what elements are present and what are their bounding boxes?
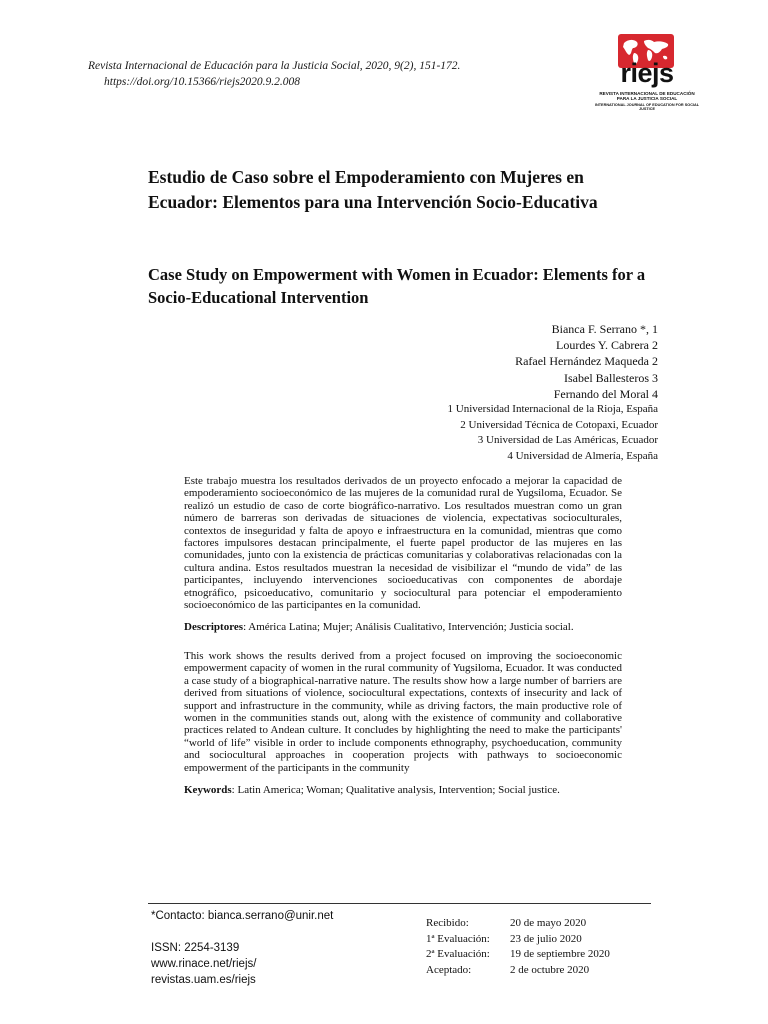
journal-citation	[88, 58, 548, 90]
descriptors-line	[184, 621, 622, 633]
date-value: 19 de septiembre 2020	[510, 948, 610, 961]
affiliation: 3 Universidad de Las Américas, Ecuador	[477, 434, 658, 447]
descriptors-label: Descriptores	[184, 621, 244, 634]
logo-subtitle	[588, 91, 706, 102]
date-row	[426, 947, 610, 963]
logo-subtitle-line: REVISTA INTERNACIONAL DE EDUCACIÓN	[599, 91, 695, 96]
date-label: Recibido:	[426, 917, 469, 929]
paper-title-english: Case Study on Empowerment with Women in Ecuador: Elements for a Socio-Educational Intervention	[148, 265, 646, 307]
logo-subtitle-line: PARA LA JUSTICIA SOCIAL	[616, 96, 678, 102]
affiliation: 1 Universidad Internacional de la Rioja, España	[447, 403, 658, 415]
citation-text: Revista Internacional de Educación para la Justicia Social, 2020, 9(2), 151-172.	[88, 60, 461, 72]
abstract-spanish: Este trabajo muestra los resultados derivados de un proyecto enfocado a mejorar la capacidad de empoderamiento socioeconómico de las mujeres de la comunidad rural de Yugsiloma, Ecuador. Se realizó un estudio de caso de corte biográfico-narrativo. Los resultados muestran como un gran número de barreras son derivadas de situaciones de violencia, expectativas socioculturales, contextos de inseguridad y falta de apoyo e infraestructura en la comunidad, mientras que como factores impulsores destacan principalmente, el fuerte papel productor de las mujeres en las comunidades, junto con la existencia de prácticas comunitarias y colaborativas relacionadas con la cultura andina. Estos resultados muestran la necesidad de visibilizar el “mundo de vida” de las participantes, incluyendo intervenciones socioeducativas con componentes de abordaje etnográfico, psicoeducativo, comunitario y sociocultural para potenciar el empoderamiento socioeconómico de las participantes en la comunidad.	[184, 475, 622, 612]
affiliation-list	[448, 402, 658, 464]
author-name: Rafael Hernández Maqueda 2	[515, 354, 658, 369]
keywords-line	[184, 784, 622, 796]
logo-subtitle-english: INTERNATIONAL JOURNAL OF EDUCATION FOR SOCIAL JUSTICE	[594, 103, 700, 111]
date-value: 20 de mayo 2020	[510, 917, 587, 929]
affiliation: 4 Universidad de Almería, España	[507, 449, 658, 462]
abstract-section	[184, 475, 622, 796]
issn-text: ISSN: 2254-3139	[151, 942, 240, 954]
date-row	[426, 963, 610, 979]
review-dates-table	[426, 916, 610, 978]
paper-title-spanish: Estudio de Caso sobre el Empoderamiento con Mujeres en Ecuador: Elementos para una Intervención Socio-Educativa	[148, 167, 598, 212]
date-label: Aceptado:	[426, 963, 472, 976]
abstract-english: This work shows the results derived from a project focused on improving the socioeconomic empowerment capacity of women in the rural community of Yugsiloma, Ecuador. It was conducted a case study of a biographical-narrative nature. The results show how a large number of barriers are derived from situations of violence, sociocultural expectations, contexts of insecurity and lack of support and infrastructure in the community, while as driving factors, the main productive role of women in the communities stands out, along with the existence of community and collaborative practices related to Andean culture. It concludes by highlighting the need to make the participants' “world of life” visible in order to include components ethnography, psychoeducation, community and sociocultural approaches in cooperation projects with pathways to socioeconomic empowerment of the participants in the community	[184, 649, 622, 774]
date-label: 1ª Evaluación:	[426, 932, 490, 945]
author-name: Isabel Ballesteros 3	[564, 370, 658, 385]
author-name: Fernando del Moral 4	[553, 386, 658, 401]
author-name: Lourdes Y. Cabrera 2	[556, 338, 658, 353]
date-row	[426, 932, 610, 948]
affiliation: 2 Universidad Técnica de Cotopaxi, Ecuador	[460, 418, 658, 431]
date-label: 2ª Evaluación:	[426, 948, 490, 961]
keywords-label: Keywords	[184, 783, 232, 796]
journal-logo	[588, 34, 706, 111]
logo-brand-text: riejs	[620, 58, 674, 88]
journal-url[interactable]: revistas.uam.es/riejs	[151, 973, 256, 986]
journal-info	[151, 941, 256, 988]
date-value: 23 de julio 2020	[510, 932, 582, 945]
date-value: 2 de octubre 2020	[510, 963, 590, 976]
author-name: Bianca F. Serrano *, 1	[551, 322, 658, 336]
journal-url[interactable]: www.rinace.net/riejs/	[151, 957, 257, 970]
keywords-text: : Latin America; Woman; Qualitative analysis, Intervention; Social justice.	[231, 783, 560, 796]
doi-link[interactable]: https://doi.org/10.15366/riejs2020.9.2.008	[104, 76, 301, 88]
author-list	[515, 321, 658, 402]
date-row	[426, 916, 610, 932]
footer-divider	[148, 903, 651, 904]
descriptors-text: : América Latina; Mujer; Análisis Cualitativo, Intervención; Justicia social.	[243, 621, 574, 634]
contact-email[interactable]: *Contacto: bianca.serrano@unir.net	[151, 910, 334, 922]
